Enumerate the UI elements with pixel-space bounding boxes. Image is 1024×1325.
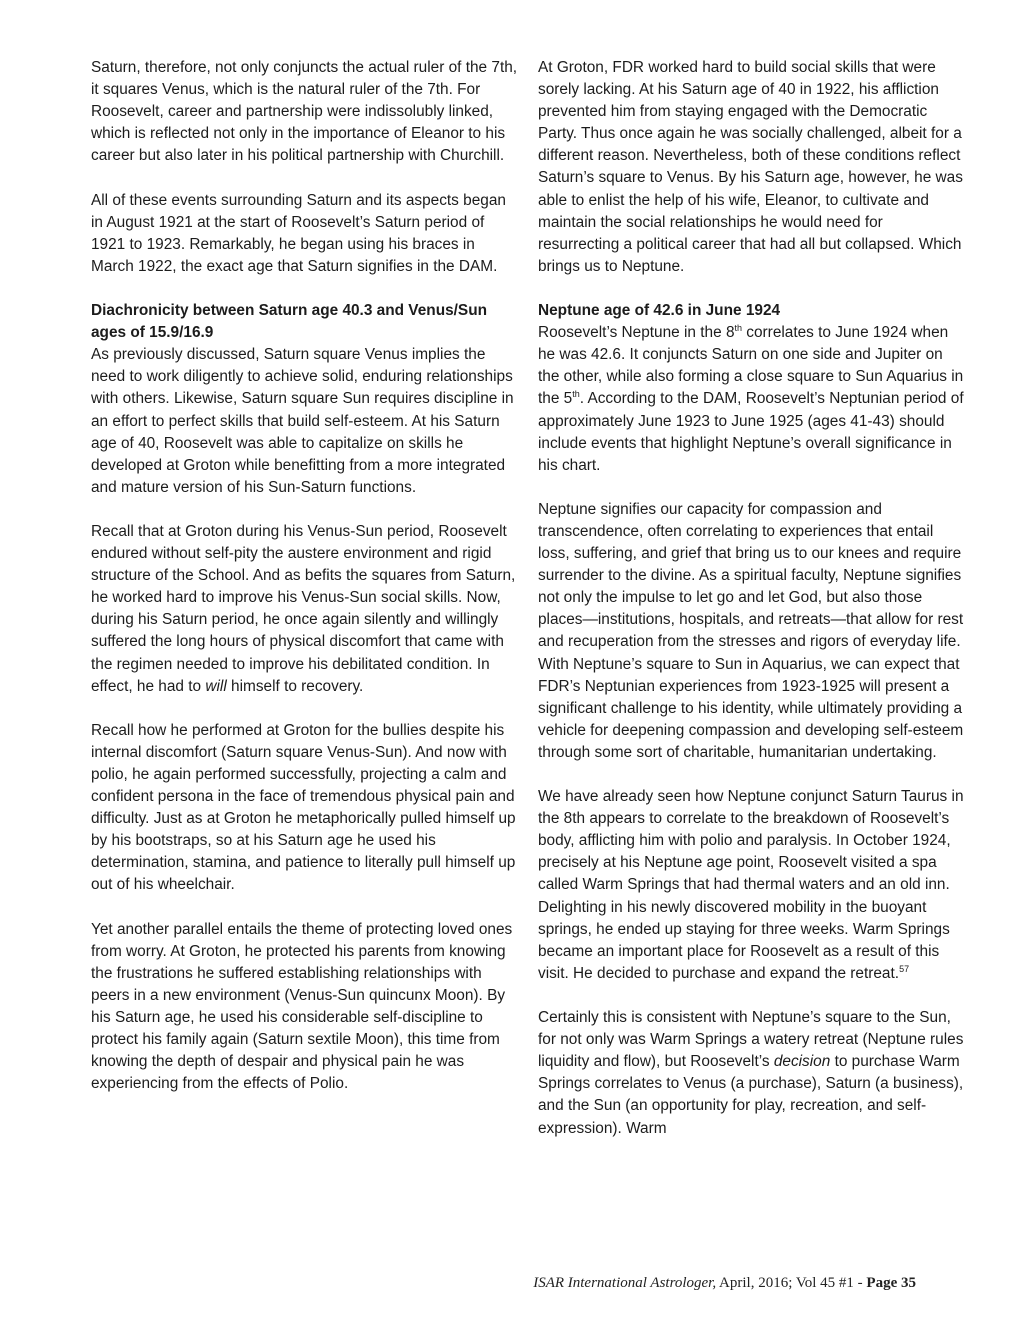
right-column bbox=[538, 57, 968, 1140]
page-footer bbox=[533, 1275, 916, 1292]
paragraph: Recall how he performed at Groton for the bullies despite his internal discomfort (Saturn square Venus-Sun). And now with polio, he again performed successfully, projecting a calm and confident persona in the face of tremendous physical pain and difficulty. Just as at Groton he metaphorically pulled himself up by his bootstraps, so at his Saturn age he used his determination, stamina, and patience to literally pull himself up out of his wheelchair. bbox=[91, 721, 516, 894]
paragraph: Roosevelt’s Neptune in the 8th correlates to June 1924 when he was 42.6. It conjuncts Saturn on one side and Jupiter on the other, while also forming a close square to Sun Aquarius in the 5th. According to the DAM, Roosevelt’s Neptunian period of approximately June 1923 to June 1925 (ages 41-43) should include events that highlight Neptune’s overall significance in his chart. bbox=[538, 323, 964, 474]
paragraph: Yet another parallel entails the theme of protecting loved ones from worry. At Groton, he protected his parents from knowing the frustrations he suffered establishing relationships with peers in a new environment (Venus-Sun quincunx Moon). By his Saturn age, he used his considerable self-discipline to protect his family again (Saturn sextile Moon), this time from knowing the depth of despair and physical pain he was experiencing from the effects of Polio. bbox=[91, 920, 513, 1093]
issue-info: April, 2016; Vol 45 #1 - bbox=[716, 1275, 867, 1291]
paragraph: Certainly this is consistent with Neptune’s square to the Sun, for not only was Warm Springs a watery retreat (Neptune rules liquidity and flow), but Roosevelt’s decision to purchase Warm Springs correlates to Venus (a purchase), Saturn (a business), and the Sun (an opportunity for play, recreation, and self-expression). Warm bbox=[538, 1009, 964, 1137]
left-column bbox=[91, 57, 521, 1095]
page-number: Page 35 bbox=[866, 1275, 916, 1291]
publication-name: ISAR International Astrologer, bbox=[533, 1275, 717, 1291]
paragraph: We have already seen how Neptune conjunct Saturn Taurus in the 8th appears to correlate to the breakdown of Roosevelt’s body, afflicting him with polio and paralysis. In October 1924, precisely at his Neptune age point, Roosevelt visited a spa called Warm Springs that had thermal waters and an old inn. Delighting in his newly discovered mobility in the buoyant springs, he ended up staying for three weeks. Warm Springs became an important place for Roosevelt as a result of this visit. He decided to purchase and expand the retreat.$^{57}$ bbox=[538, 788, 964, 982]
emphasis: will bbox=[205, 677, 227, 695]
paragraph: Saturn, therefore, not only conjuncts the actual ruler of the 7th, it squares Venus, which is the natural ruler of the 7th. For Roosevelt, career and partnership were indissolubly linked, which is reflected not only in the importance of Eleanor to his career but also later in his political partnership with Churchill. bbox=[91, 59, 518, 165]
paragraph: Neptune signifies our capacity for compassion and transcendence, often correlating to experiences that entail loss, suffering, and grief that bring us to our knees and require surrender to the divine. As a spiritual faculty, Neptune signifies not only the impulse to let go and let God, but also those places—institutions, hospitals, and retreats—that allow for rest and recuperation from the stresses and rigors of everyday life. With Neptune’s square to Sun in Aquarius, we can expect that FDR’s Neptunian experiences from 1923-1925 will present a significant challenge to his identity, while ultimately providing a vehicle for deepening compassion and developing self-esteem through some sort of charitable, humanitarian undertaking. bbox=[538, 500, 964, 761]
section-heading: Neptune age of 42.6 in June 1924 bbox=[538, 302, 781, 320]
paragraph: Recall that at Groton during his Venus-Sun period, Roosevelt endured without self-pity the austere environment and rigid structure of the School. And as befits the squares from Saturn, he worked hard to improve his Venus-Sun social skills. Now, during his Saturn period, he once again silently and willingly suffered the long hours of physical discomfort that came with the regimen needed to improve his debilitated condition. In effect, he had to will himself to recovery. bbox=[91, 522, 516, 695]
footnote-reference: 57 bbox=[899, 963, 910, 974]
paragraph: At Groton, FDR worked hard to build social skills that were sorely lacking. At his Saturn age of 40 in 1922, his affliction prevented him from staying engaged with the Democratic Party. Thus once again he was socially challenged, albeit for a different reason. Nevertheless, both of these conditions reflect Saturn’s square to Venus. By his Saturn age, however, he was able to enlist the help of his wife, Eleanor, to cultivate and maintain the social relationships he would need for resurrecting a political career that had all but collapsed. Which brings us to Neptune. bbox=[538, 59, 963, 275]
paragraph: As previously discussed, Saturn square Venus implies the need to work diligently to achieve solid, enduring relationships with others. Likewise, Saturn square Sun requires discipline in an effort to perfect skills that build self-esteem. At his Saturn age of 40, Roosevelt was able to capitalize on skills he developed at Groton while benefitting from a more integrated and mature version of his Sun-Saturn functions. bbox=[91, 346, 514, 496]
paragraph: All of these events surrounding Saturn and its aspects began in August 1921 at the start of Roosevelt’s Saturn period of 1921 to 1923. Remarkably, he began using his braces in March 1922, the exact age that Saturn signifies in the DAM. bbox=[91, 191, 506, 275]
section-heading: Diachronicity between Saturn age 40.3 and Venus/Sun ages of 15.9/16.9 bbox=[91, 302, 487, 342]
emphasis: decision bbox=[773, 1053, 831, 1071]
